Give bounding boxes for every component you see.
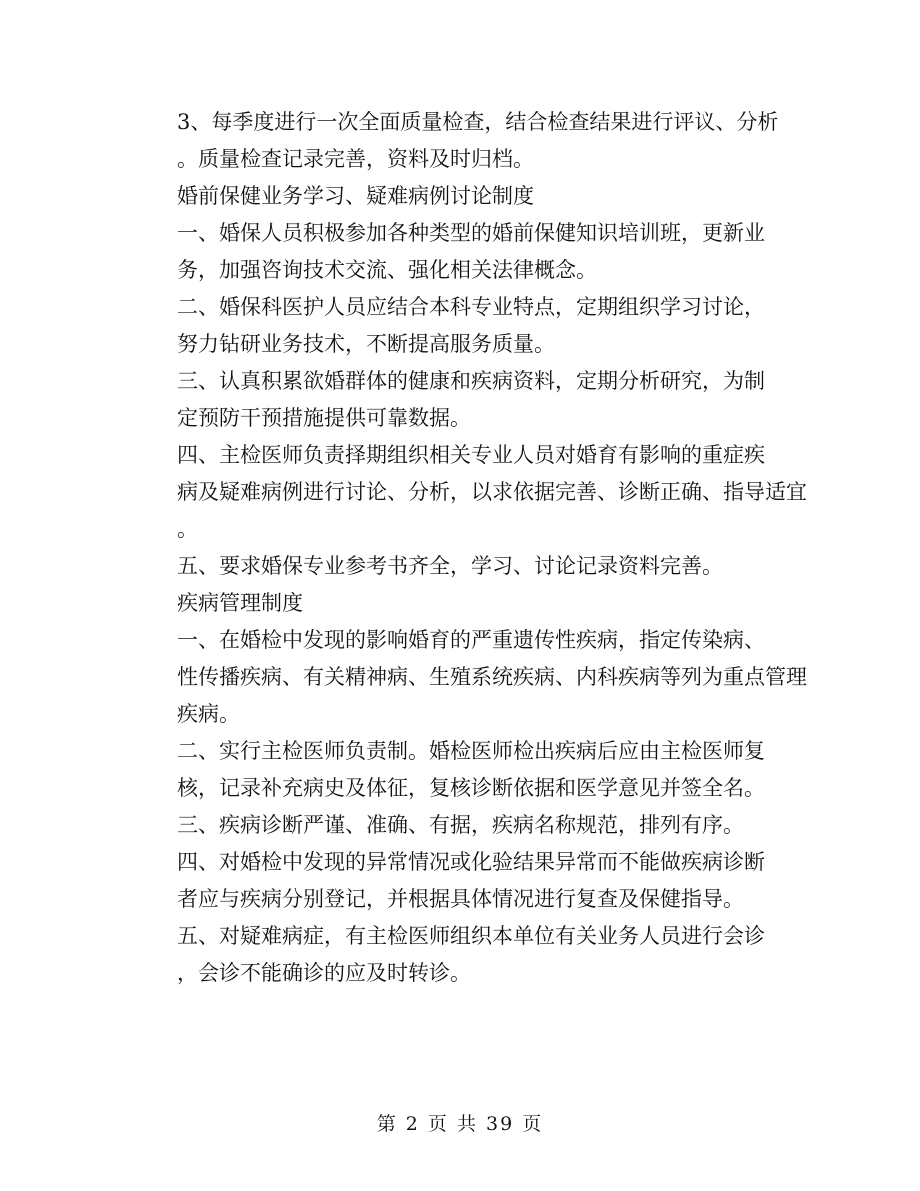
paragraph-line: 二、婚保科医护人员应结合本科专业特点，定期组织学习讨论，: [177, 295, 765, 319]
paragraph-line: 3、每季度进行一次全面质量检查，结合检查结果进行评议、分析: [177, 110, 779, 134]
paragraph: [135, 844, 785, 918]
paragraph: [135, 215, 785, 289]
paragraph-line: 性传播疾病、有关精神病、生殖系统疾病、内科疾病等列为重点管理: [177, 665, 807, 689]
paragraph-line: ，会诊不能确诊的应及时转诊。: [177, 961, 471, 985]
paragraph-line: 五、要求婚保专业参考书齐全，学习、讨论记录资料完善。: [177, 554, 723, 578]
page-footer: 第 2 页 共 39 页: [376, 1113, 544, 1135]
paragraph: [135, 733, 785, 807]
paragraph-line: 病及疑难病例进行讨论、分析，以求依据完善、诊断正确、指导适宜: [177, 480, 807, 504]
document-body: [135, 104, 807, 992]
paragraph-line: 四、主检医师负责择期组织相关专业人员对婚育有影响的重症疾: [177, 443, 765, 467]
paragraph-line: 核，记录补充病史及体征，复核诊断依据和医学意见并签全名。: [177, 776, 765, 800]
paragraph-line: 。质量检查记录完善，资料及时归档。: [177, 147, 534, 171]
paragraph: [135, 178, 785, 215]
paragraph-line: 努力钻研业务技术，不断提高服务质量。: [177, 332, 555, 356]
paragraph: [135, 585, 785, 622]
paragraph-line: 。: [177, 517, 198, 541]
paragraph-line: 二、实行主检医师负责制。婚检医师检出疾病后应由主检医师复: [177, 739, 765, 763]
paragraph: [135, 363, 785, 437]
paragraph: [135, 548, 785, 585]
paragraph: [135, 622, 807, 733]
paragraph: [135, 289, 785, 363]
paragraph-line: 五、对疑难病症，有主检医师组织本单位有关业务人员进行会诊: [177, 924, 765, 948]
paragraph-line: 四、对婚检中发现的异常情况或化验结果异常而不能做疾病诊断: [177, 850, 765, 874]
paragraph: [135, 104, 785, 178]
paragraph: [135, 437, 807, 548]
paragraph: [135, 918, 785, 992]
paragraph-line: 定预防干预措施提供可靠数据。: [177, 406, 471, 430]
paragraph-line: 疾病管理制度: [177, 591, 303, 615]
paragraph: [135, 807, 785, 844]
paragraph-line: 务，加强咨询技术交流、强化相关法律概念。: [177, 258, 597, 282]
paragraph-line: 三、认真积累欲婚群体的健康和疾病资料，定期分析研究，为制: [177, 369, 765, 393]
paragraph-line: 疾病。: [177, 702, 240, 726]
paragraph-line: 一、婚保人员积极参加各种类型的婚前保健知识培训班，更新业: [177, 221, 765, 245]
paragraph-line: 者应与疾病分别登记，并根据具体情况进行复查及保健指导。: [177, 887, 744, 911]
paragraph-line: 婚前保健业务学习、疑难病例讨论制度: [177, 184, 534, 208]
paragraph-line: 一、在婚检中发现的影响婚育的严重遗传性疾病，指定传染病、: [177, 628, 765, 652]
paragraph-line: 三、疾病诊断严谨、准确、有据，疾病名称规范，排列有序。: [177, 813, 744, 837]
